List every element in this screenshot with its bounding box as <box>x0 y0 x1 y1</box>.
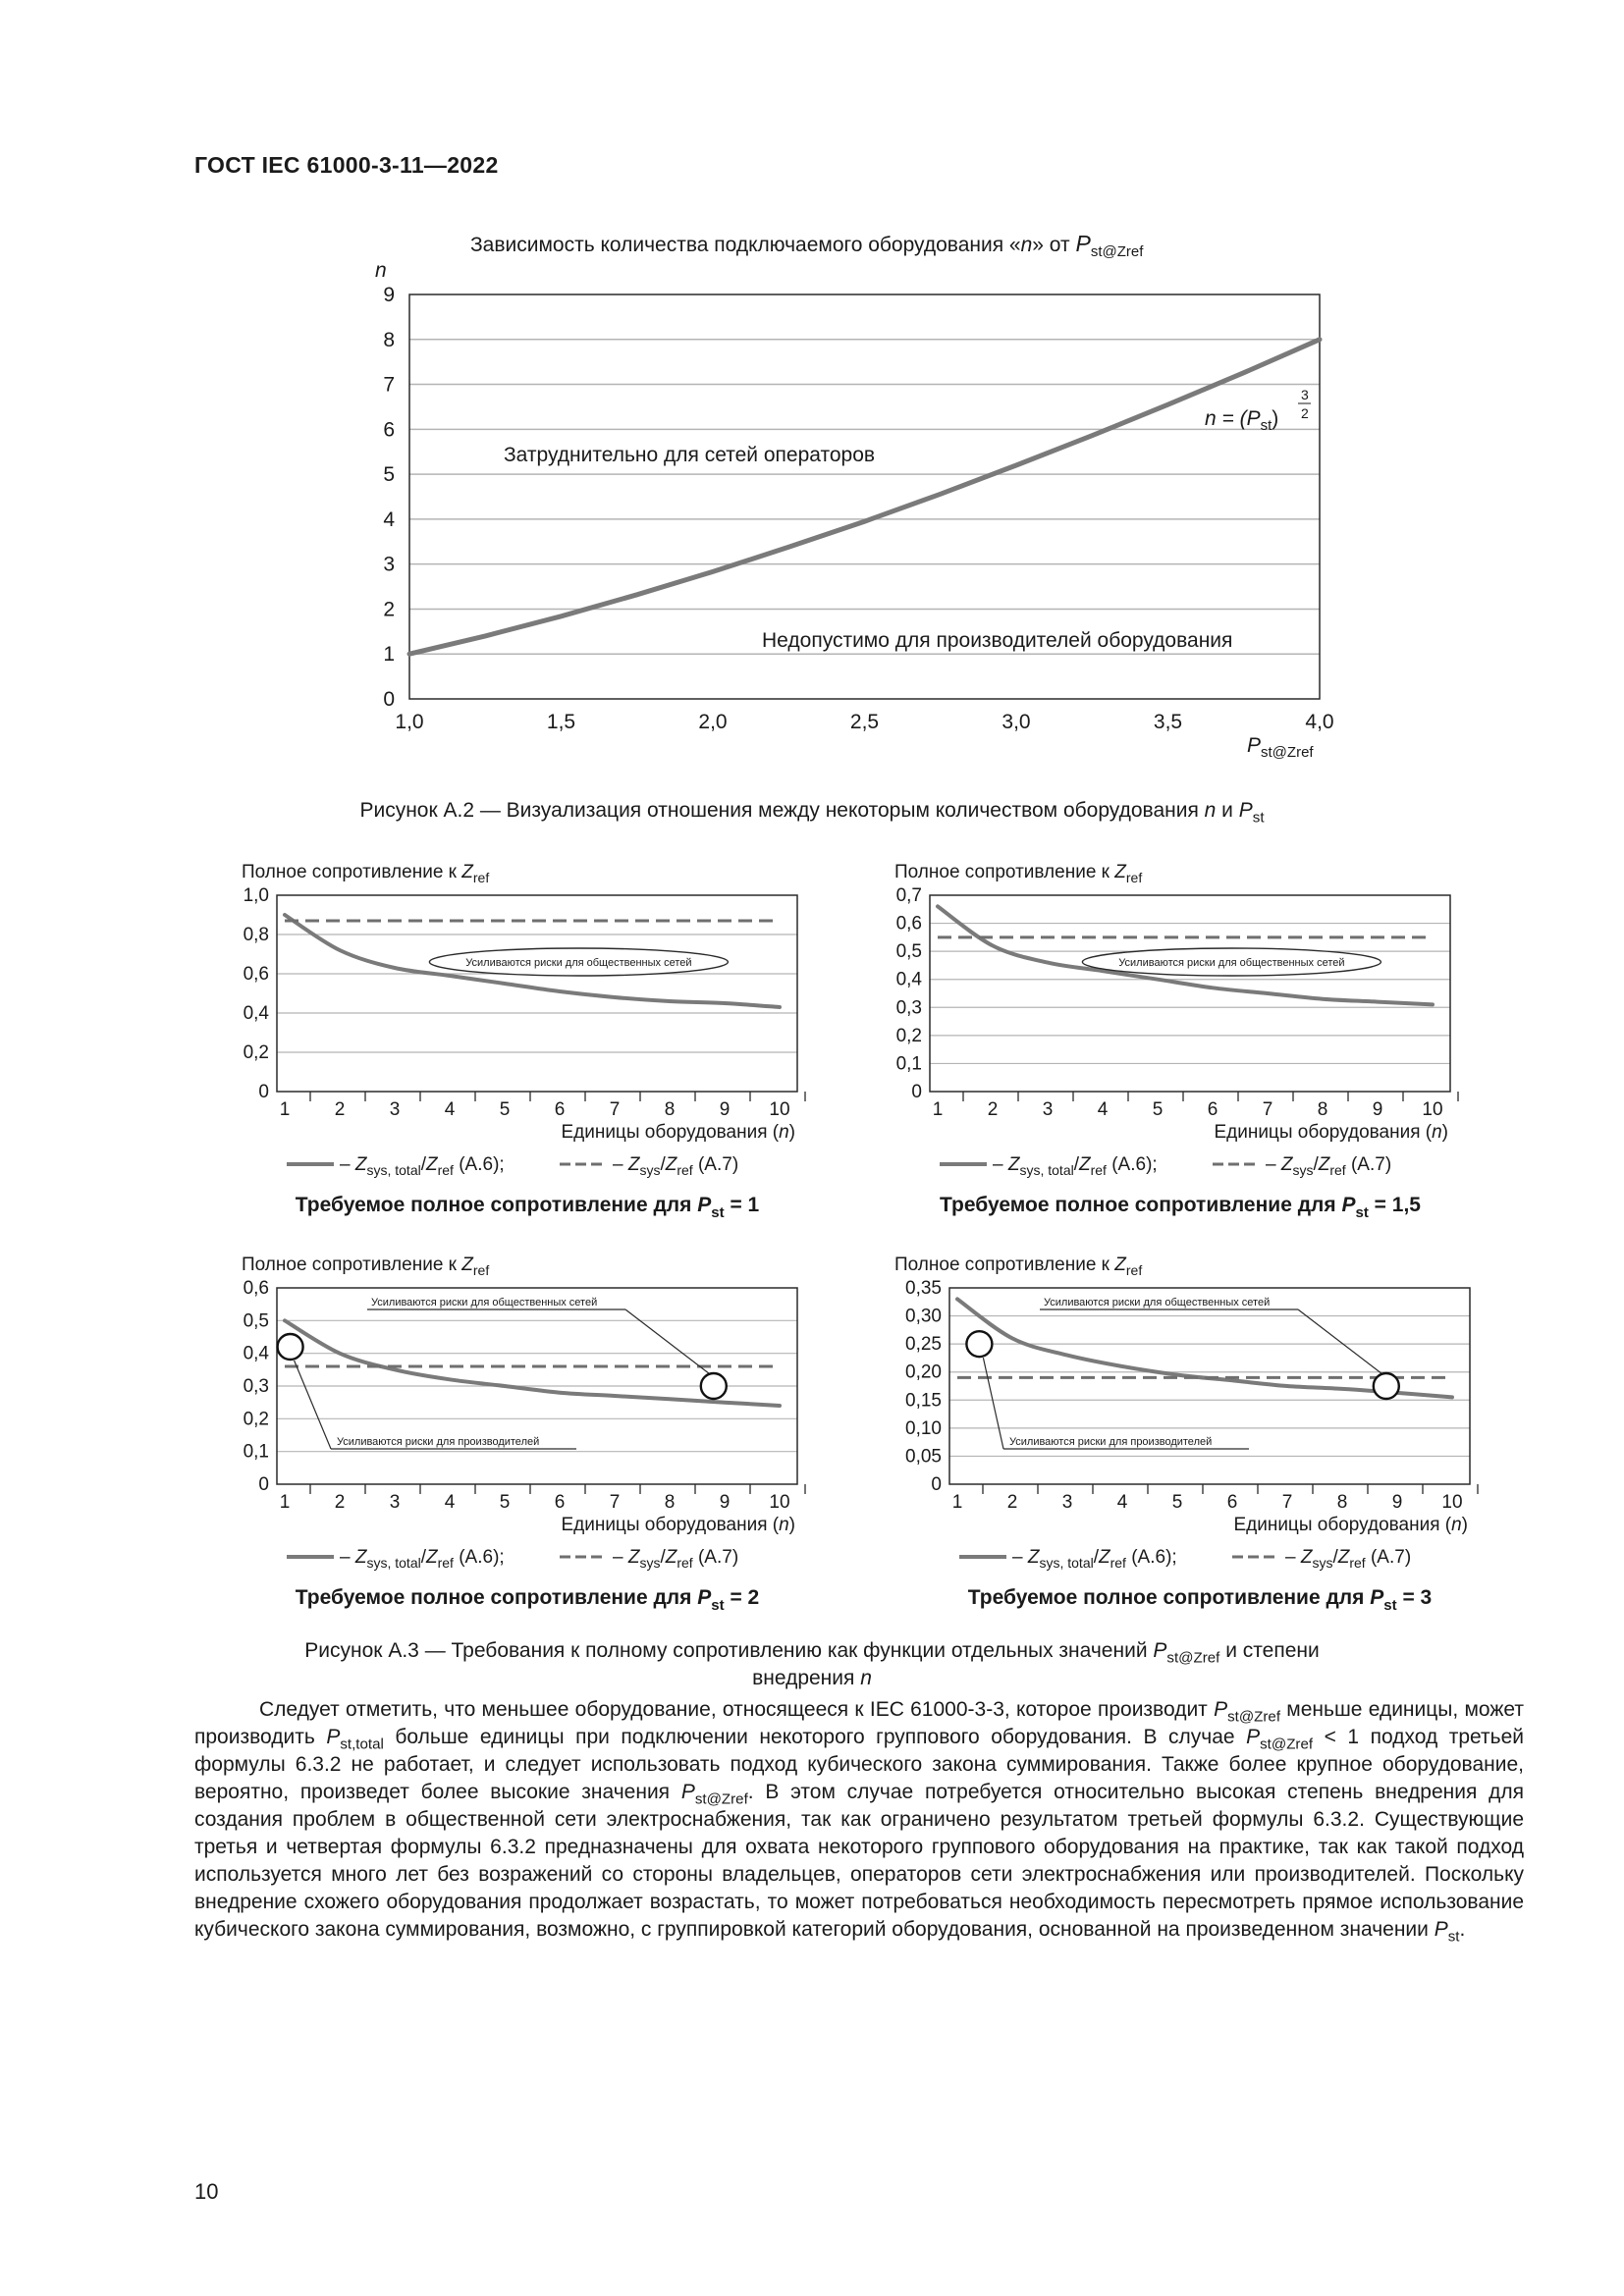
panel-x-tick-label: 7 <box>1281 1492 1293 1513</box>
panel-y-tick-label: 0,2 <box>243 1409 269 1430</box>
panel-plot-frame <box>930 895 1450 1092</box>
a2-x-tick-label: 3,5 <box>1153 711 1183 733</box>
a2-y-tick-label: 9 <box>383 284 395 306</box>
panel-y-tick-label: 0,15 <box>905 1390 942 1412</box>
panel-x-tick-label: 10 <box>1422 1099 1443 1120</box>
panel-x-tick-label: 1 <box>279 1492 291 1513</box>
panel-x-axis-label: Единицы оборудования (n) <box>1233 1515 1468 1535</box>
panel-annotation-manufacturers: Усиливаются риски для производителей <box>1009 1436 1213 1448</box>
panel-x-tick-label: 8 <box>1317 1099 1328 1120</box>
a2-formula <box>1205 387 1311 434</box>
panel-y-axis-label: Полное сопротивление к $Z_{ref}$ <box>242 862 490 885</box>
panel-y-axis-label: Полное сопротивление к $Z_{ref}$ <box>894 1255 1143 1278</box>
panel-y-tick-label: 0,6 <box>243 964 269 985</box>
panel-y-tick-label: 0,2 <box>243 1042 269 1063</box>
panel-x-axis-label: Единицы оборудования (n) <box>561 1122 795 1143</box>
panel-legend-zsys-total: – $Z_{sys, total}/Z_{ref}$ (А.6); <box>993 1154 1158 1178</box>
panel-x-tick-label: 2 <box>334 1492 346 1513</box>
a2-gridlines <box>409 340 1320 654</box>
panel-marker-circle <box>278 1334 303 1360</box>
svg-text:n = (Pst): $n = (P_{st})$ <box>1205 407 1279 434</box>
panel-x-tick-label: 8 <box>664 1492 676 1513</box>
inline-subscript: st <box>1447 1928 1460 1946</box>
panel-x-tick-label: 4 <box>444 1492 456 1513</box>
inline-symbol-p: P <box>680 1781 695 1803</box>
panel-leader-line <box>983 1358 1003 1449</box>
panel-annotation-manufacturers: Усиливаются риски для производителей <box>337 1436 540 1448</box>
panel-legend-zsys-total: – $Z_{sys, total}/Z_{ref}$ (А.6); <box>340 1154 505 1178</box>
figure-a2-chart <box>0 0 1624 785</box>
svg-text:2: 2 <box>1301 405 1309 421</box>
panel-leader-line <box>295 1361 331 1449</box>
panel-x-tick-label: 5 <box>1171 1492 1183 1513</box>
panel-y-tick-label: 0,8 <box>243 925 269 945</box>
panel-y-tick-label: 0 <box>258 1082 269 1102</box>
a2-x-tick-label: 4,0 <box>1305 711 1334 733</box>
panel-annotation-public-networks: Усиливаются риски для общественных сетей <box>371 1297 598 1308</box>
panel-x-tick-label: 5 <box>499 1099 511 1120</box>
a3-chart-pst-1-5 <box>879 852 1488 1235</box>
panel-y-tick-label: 0,1 <box>243 1441 269 1463</box>
panel-legend-zsys: – $Z_{sys}/Z_{ref}$ (А.7) <box>613 1154 739 1178</box>
svg-text:3: 3 <box>1301 387 1309 402</box>
a2-annotation-operators: Затруднительно для сетей операторов <box>504 444 876 466</box>
panel-y-tick-label: 0,25 <box>905 1334 942 1356</box>
panel-x-tick-label: 3 <box>389 1099 401 1120</box>
a2-x-tick-label: 1,0 <box>395 711 424 733</box>
panel-y-tick-label: 0,4 <box>243 1003 269 1024</box>
panel-x-tick-label: 1 <box>279 1099 291 1120</box>
a2-curve-n-vs-pst <box>409 340 1320 654</box>
page-number: 10 <box>194 2179 219 2204</box>
panel-y-tick-label: 0,05 <box>905 1446 942 1468</box>
panel-annotation-public-networks: Усиливаются риски для общественных сетей <box>1118 957 1345 969</box>
panel-y-tick-label: 0,1 <box>895 1053 922 1075</box>
panel-annotation-public-networks: Усиливаются риски для общественных сетей <box>1044 1297 1271 1308</box>
panel-leader-line <box>1298 1309 1381 1373</box>
panel-x-tick-label: 7 <box>609 1099 621 1120</box>
panel-x-tick-label: 5 <box>1152 1099 1164 1120</box>
panel-x-tick-label: 7 <box>1262 1099 1273 1120</box>
panel-x-tick-label: 7 <box>609 1492 621 1513</box>
panel-y-tick-label: 0,4 <box>243 1343 269 1364</box>
panel-y-tick-label: 0,6 <box>243 1278 269 1299</box>
panel-x-tick-label: 1 <box>951 1492 963 1513</box>
panel-x-tick-label: 2 <box>987 1099 999 1120</box>
panel-x-tick-label: 6 <box>554 1492 566 1513</box>
a2-y-tick-label: 3 <box>383 553 395 576</box>
panel-y-tick-label: 0,10 <box>905 1417 942 1439</box>
panel-y-tick-label: 0,3 <box>243 1376 269 1397</box>
inline-subscript: st@Zref <box>694 1790 748 1808</box>
a2-x-tick-label: 1,5 <box>546 711 576 733</box>
a2-x-tick-labels <box>395 711 1333 733</box>
inline-subscript: st@Zref <box>1260 1735 1314 1753</box>
a2-x-tick-label: 3,0 <box>1001 711 1031 733</box>
panel-marker-circle <box>1374 1373 1399 1399</box>
panel-legend-zsys: – $Z_{sys}/Z_{ref}$ (А.7) <box>613 1547 739 1571</box>
panel-y-tick-label: 0,7 <box>895 885 922 906</box>
panel-x-tick-label: 6 <box>554 1099 566 1120</box>
panel-y-tick-label: 0,5 <box>895 941 922 963</box>
figure-a2-caption: Рисунок А.2 — Визуализация отношения между некоторым количеством оборудования n и $P_{st}$ <box>359 799 1265 827</box>
a2-annotation-manufacturers: Недопустимо для производителей оборудования <box>762 629 1233 652</box>
panel-y-tick-label: 0,5 <box>243 1310 269 1332</box>
inline-symbol-p: P <box>326 1726 341 1748</box>
a3-chart-pst-2 <box>226 1245 815 1628</box>
panel-y-axis-label: Полное сопротивление к $Z_{ref}$ <box>894 862 1143 885</box>
panel-x-tick-label: 4 <box>1097 1099 1109 1120</box>
a2-y-tick-label: 1 <box>383 643 395 667</box>
panel-marker-circle <box>966 1331 992 1357</box>
panel-y-tick-label: 0,4 <box>895 969 922 990</box>
panel-x-tick-label: 9 <box>1391 1492 1403 1513</box>
panel-title: Требуемое полное сопротивление для $P_{st} = 1,5$ <box>940 1194 1421 1221</box>
a2-y-tick-label: 2 <box>383 598 395 621</box>
panel-x-tick-label: 2 <box>334 1099 346 1120</box>
panel-x-tick-label: 8 <box>1336 1492 1348 1513</box>
a2-y-tick-label: 0 <box>383 688 395 711</box>
a2-x-tick-label: 2,5 <box>849 711 880 733</box>
panel-y-tick-label: 0,6 <box>895 913 922 934</box>
panel-x-tick-label: 6 <box>1207 1099 1218 1120</box>
panel-x-axis-label: Единицы оборудования (n) <box>1214 1122 1448 1143</box>
a2-x-axis-label: $P_{st@Zref}$ <box>1247 734 1314 761</box>
panel-y-tick-label: 0,35 <box>905 1278 942 1299</box>
panel-y-axis-label: Полное сопротивление к $Z_{ref}$ <box>242 1255 490 1278</box>
a2-y-tick-label: 7 <box>383 373 395 397</box>
a2-x-tick-label: 2,0 <box>698 711 728 733</box>
a3-chart-pst-3 <box>879 1245 1488 1628</box>
a3-chart-pst-1 <box>226 852 815 1235</box>
panel-y-tick-label: 0 <box>258 1474 269 1495</box>
panel-x-axis-label: Единицы оборудования (n) <box>561 1515 795 1535</box>
panel-annotation-public-networks: Усиливаются риски для общественных сетей <box>465 957 692 969</box>
panel-legend-zsys: – $Z_{sys}/Z_{ref}$ (А.7) <box>1266 1154 1392 1178</box>
panel-x-tick-label: 9 <box>1372 1099 1383 1120</box>
document-header: ГОСТ IEC 61000-3-11—2022 <box>194 152 499 178</box>
panel-legend-zsys-total: – $Z_{sys, total}/Z_{ref}$ (А.6); <box>1012 1547 1177 1571</box>
panel-x-tick-label: 9 <box>719 1492 731 1513</box>
figure-a3-caption: Рисунок А.3 — Требования к полному сопротивлению как функции отдельных значений $P_{st@Zref}$ и степени внедрения n <box>304 1639 1320 1689</box>
panel-title: Требуемое полное сопротивление для $P_{st} = 3$ <box>967 1586 1433 1614</box>
panel-y-tick-label: 0 <box>931 1474 942 1495</box>
panel-x-tick-label: 1 <box>932 1099 944 1120</box>
panel-marker-circle <box>701 1373 727 1399</box>
a2-y-tick-label: 6 <box>383 418 395 442</box>
body-paragraph: Следует отметить, что меньшее оборудование, относящееся к IEC 61000-3-3, которое производит $P_{st@Zref}$ меньше единицы, может производить $P_{st,total}$ больше единицы при подключении некоторого группового оборудования. В случае $P_{st@Zref} < 1$ подход третьей формулы 6.3.2 не работает, и следует использовать подход кубического закона суммирования. Также более крупное оборудование, вероятно, произведет более высокие значения $P_{st@Zref}$. В этом случае потребуется относительно высокая степень внедрения для создания проблем в общественной сети электроснабжения, так как ограничено результатом третьей формулы 6.3.2. Существующие третья и четвертая формулы 6.3.2 предназначены для охвата некоторого группового оборудования на практике, так как такой подход используется много лет без возражений со стороны владельцев, операторов сети электроснабжения или производителей. Поскольку внедрение схожего оборудования продолжает возрастать, то может потребоваться необходимость пересмотреть прямое использование кубического закона суммирования, возможно, с группировкой категорий оборудования, основанной на произведенном значении $P_{st}$. <box>194 1698 1524 1946</box>
panel-plot-frame <box>277 895 797 1092</box>
panel-y-tick-label: 0,3 <box>895 997 922 1019</box>
panel-x-tick-label: 8 <box>664 1099 676 1120</box>
inline-subscript: st@Zref <box>1227 1708 1281 1726</box>
panel-x-tick-label: 3 <box>1061 1492 1073 1513</box>
panel-x-tick-label: 10 <box>1441 1492 1463 1513</box>
panel-y-tick-label: 0 <box>911 1082 922 1102</box>
panel-x-tick-label: 2 <box>1006 1492 1018 1513</box>
panel-x-tick-label: 10 <box>769 1099 790 1120</box>
inline-symbol-p: P <box>1434 1918 1448 1941</box>
panel-leader-line <box>625 1309 709 1373</box>
panel-x-tick-label: 3 <box>1042 1099 1054 1120</box>
panel-y-tick-label: 0,20 <box>905 1362 942 1383</box>
panel-x-tick-label: 9 <box>719 1099 731 1120</box>
panel-x-tick-label: 6 <box>1226 1492 1238 1513</box>
a2-y-tick-labels <box>383 284 395 711</box>
inline-symbol-p: P <box>1246 1726 1261 1748</box>
panel-gridlines <box>930 924 1450 1064</box>
panel-x-tick-label: 10 <box>769 1492 790 1513</box>
panel-x-tick-label: 5 <box>499 1492 511 1513</box>
a2-y-tick-label: 4 <box>383 507 395 531</box>
panel-y-tick-label: 0,30 <box>905 1306 942 1327</box>
panel-x-tick-label: 3 <box>389 1492 401 1513</box>
a2-y-tick-label: 5 <box>383 463 395 487</box>
inline-subscript: st,total <box>340 1735 384 1753</box>
panel-title: Требуемое полное сопротивление для $P_{st} = 1$ <box>295 1194 760 1221</box>
panel-legend-zsys-total: – $Z_{sys, total}/Z_{ref}$ (А.6); <box>340 1547 505 1571</box>
panel-legend-zsys: – $Z_{sys}/Z_{ref}$ (А.7) <box>1285 1547 1412 1571</box>
panel-title: Требуемое полное сопротивление для $P_{st} = 2$ <box>295 1586 760 1614</box>
a2-y-tick-label: 8 <box>383 328 395 351</box>
panel-x-tick-label: 4 <box>1116 1492 1128 1513</box>
a2-title: Зависимость количества подключаемого оборудования «n» от $P_{st@Zref}$ <box>470 231 1144 260</box>
panel-y-tick-label: 1,0 <box>243 885 269 906</box>
a2-y-axis-label: n <box>375 259 387 282</box>
inline-symbol-p: P <box>1214 1698 1228 1721</box>
panel-y-tick-label: 0,2 <box>895 1025 922 1046</box>
panel-x-tick-label: 4 <box>444 1099 456 1120</box>
